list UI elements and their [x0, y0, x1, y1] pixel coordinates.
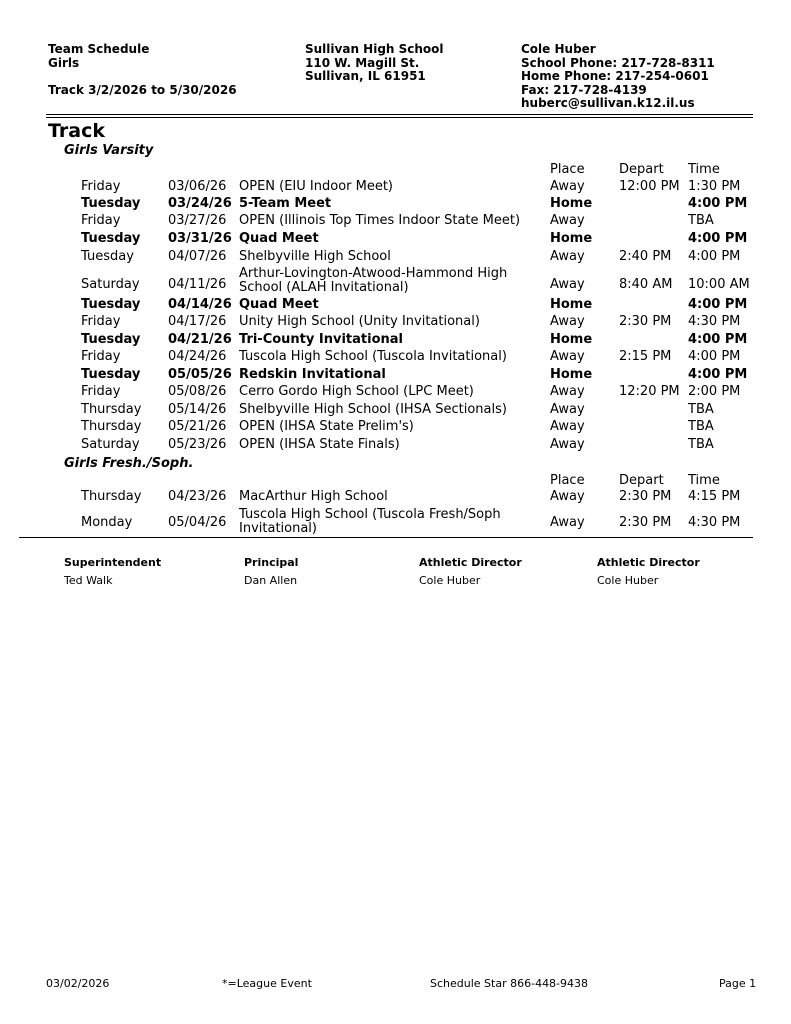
schedule-end-divider — [19, 537, 753, 538]
event-day: Thursday — [81, 419, 142, 434]
event-date: 03/24/26 — [168, 196, 232, 211]
contact-home-phone: Home Phone: 217-254-0601 — [521, 69, 709, 83]
event-place: Home — [550, 297, 593, 312]
schedule-row — [0, 298, 791, 315]
event-depart: 2:30 PM — [619, 489, 672, 504]
event-place: Away — [550, 249, 585, 264]
event-depart: 8:40 AM — [619, 277, 673, 292]
event-depart: 2:30 PM — [619, 314, 672, 329]
event-opponent: Unity High School (Unity Invitational) — [239, 314, 480, 329]
event-day: Friday — [81, 384, 121, 399]
event-place: Home — [550, 367, 593, 382]
event-date: 05/23/26 — [168, 437, 227, 452]
event-day: Monday — [81, 515, 133, 530]
event-opponent: Shelbyville High School — [239, 249, 391, 264]
event-day: Friday — [81, 213, 121, 228]
schedule-row — [0, 232, 791, 249]
event-time: 4:30 PM — [688, 314, 741, 329]
schedule-row — [0, 197, 791, 214]
footer-page-number: Page 1 — [719, 977, 757, 990]
column-header-place: Place — [550, 162, 585, 177]
event-date: 03/06/26 — [168, 179, 227, 194]
event-opponent: Arthur-Lovington-Atwood-Hammond High School (ALAH Invitational) — [239, 266, 508, 295]
event-day: Friday — [81, 314, 121, 329]
event-place: Away — [550, 419, 585, 434]
schedule-row — [0, 250, 791, 267]
event-day: Tuesday — [81, 297, 141, 312]
event-depart: 2:15 PM — [619, 349, 672, 364]
event-day: Tuesday — [81, 332, 141, 347]
signature-name: Ted Walk — [64, 574, 113, 587]
contact-fax: Fax: 217-728-4139 — [521, 82, 647, 97]
header-title-block — [48, 43, 237, 97]
event-opponent: Tuscola High School (Tuscola Fresh/Soph Invitational) — [239, 507, 501, 536]
event-date: 04/14/26 — [168, 297, 232, 312]
schedule-row — [0, 403, 791, 420]
signature-name: Cole Huber — [419, 574, 481, 587]
event-depart: 12:00 PM — [619, 179, 680, 194]
event-opponent: Quad Meet — [239, 297, 319, 312]
event-opponent: OPEN (IHSA State Finals) — [239, 437, 400, 452]
event-opponent: Shelbyville High School (IHSA Sectionals) — [239, 402, 507, 417]
schedule-row — [0, 490, 791, 507]
event-opponent: Redskin Invitational — [239, 367, 386, 382]
header-title: Team Schedule — [48, 42, 150, 56]
event-date: 04/24/26 — [168, 349, 227, 364]
section-title: Girls Fresh./Soph. — [64, 456, 194, 471]
header-contact-block — [521, 43, 715, 111]
event-time: 1:30 PM — [688, 179, 741, 194]
event-place: Home — [550, 332, 593, 347]
signature-title: Principal — [244, 556, 299, 569]
event-depart: 2:40 PM — [619, 249, 672, 264]
event-day: Friday — [81, 349, 121, 364]
event-opponent: Tuscola High School (Tuscola Invitational) — [239, 349, 507, 364]
sport-title: Track — [48, 120, 105, 142]
event-time: TBA — [688, 419, 714, 434]
schedule-row — [0, 368, 791, 385]
event-time: 4:00 PM — [688, 332, 748, 347]
event-time: 4:00 PM — [688, 297, 748, 312]
section-title: Girls Varsity — [64, 143, 154, 158]
event-date: 04/21/26 — [168, 332, 232, 347]
header-divider-bottom — [46, 117, 753, 118]
signature-title: Athletic Director — [419, 556, 522, 569]
event-time: 2:00 PM — [688, 384, 741, 399]
footer-vendor: Schedule Star 866-448-9438 — [430, 977, 589, 990]
event-place: Home — [550, 196, 593, 211]
event-opponent: OPEN (IHSA State Prelim's) — [239, 419, 414, 434]
signature-athletic-director-2 — [597, 556, 700, 587]
event-place: Away — [550, 437, 585, 452]
schedule-row — [0, 508, 791, 538]
event-place: Away — [550, 349, 585, 364]
event-place: Away — [550, 489, 585, 504]
event-opponent: 5-Team Meet — [239, 196, 332, 211]
event-day: Tuesday — [81, 231, 141, 246]
event-date: 05/04/26 — [168, 515, 227, 530]
footer-print-date: 03/02/2026 — [46, 977, 110, 990]
signature-name: Cole Huber — [597, 574, 659, 587]
header-school-block — [305, 43, 444, 84]
school-street: 110 W. Magill St. — [305, 55, 420, 70]
event-place: Away — [550, 213, 585, 228]
event-place: Away — [550, 402, 585, 417]
column-header-time: Time — [688, 473, 720, 488]
event-date: 04/23/26 — [168, 489, 227, 504]
event-day: Tuesday — [81, 249, 134, 264]
event-opponent: OPEN (EIU Indoor Meet) — [239, 179, 394, 194]
event-opponent: Quad Meet — [239, 231, 319, 246]
school-name: Sullivan High School — [305, 42, 444, 56]
event-time: 4:15 PM — [688, 489, 741, 504]
event-day: Tuesday — [81, 196, 141, 211]
event-time: TBA — [688, 402, 714, 417]
schedule-row — [0, 315, 791, 332]
event-time: 4:00 PM — [688, 367, 748, 382]
schedule-row — [0, 385, 791, 402]
event-date: 05/14/26 — [168, 402, 227, 417]
school-city: Sullivan, IL 61951 — [305, 69, 426, 83]
event-place: Home — [550, 231, 593, 246]
event-date: 05/21/26 — [168, 419, 227, 434]
event-date: 05/08/26 — [168, 384, 227, 399]
signature-name: Dan Allen — [244, 574, 298, 587]
schedule-row — [0, 180, 791, 197]
event-place: Away — [550, 515, 585, 530]
schedule-row — [0, 420, 791, 437]
header-spacer — [48, 70, 237, 84]
event-time: 4:00 PM — [688, 196, 748, 211]
event-depart: 2:30 PM — [619, 515, 672, 530]
event-date: 04/17/26 — [168, 314, 227, 329]
contact-school-phone: School Phone: 217-728-8311 — [521, 55, 715, 70]
event-time: TBA — [688, 437, 714, 452]
event-opponent: Tri-County Invitational — [239, 332, 403, 347]
event-place: Away — [550, 384, 585, 399]
event-opponent: Cerro Gordo High School (LPC Meet) — [239, 384, 474, 399]
event-day: Saturday — [81, 277, 140, 292]
schedule-row — [0, 214, 791, 231]
event-opponent: MacArthur High School — [239, 489, 388, 504]
header-gender: Girls — [48, 55, 80, 70]
event-place: Away — [550, 277, 585, 292]
header-divider-top — [46, 114, 753, 115]
column-header-time: Time — [688, 162, 720, 177]
event-place: Away — [550, 179, 585, 194]
schedule-row — [0, 333, 791, 350]
footer-legend: *=League Event — [222, 977, 312, 990]
event-time: 4:00 PM — [688, 249, 741, 264]
signature-principal — [244, 556, 298, 587]
event-day: Thursday — [81, 402, 142, 417]
event-day: Thursday — [81, 489, 142, 504]
contact-name: Cole Huber — [521, 42, 596, 56]
header-date-range: Track 3/2/2026 to 5/30/2026 — [48, 82, 237, 97]
signature-title: Superintendent — [64, 556, 162, 569]
column-header-depart: Depart — [619, 162, 664, 177]
event-day: Tuesday — [81, 367, 141, 382]
event-time: TBA — [688, 213, 714, 228]
event-time: 4:00 PM — [688, 231, 748, 246]
column-header-depart: Depart — [619, 473, 664, 488]
event-date: 03/31/26 — [168, 231, 232, 246]
event-time: 4:00 PM — [688, 349, 741, 364]
schedule-row — [0, 438, 791, 455]
event-place: Away — [550, 314, 585, 329]
signature-title: Athletic Director — [597, 556, 700, 569]
event-date: 04/07/26 — [168, 249, 227, 264]
event-date: 05/05/26 — [168, 367, 232, 382]
event-date: 04/11/26 — [168, 277, 227, 292]
event-day: Friday — [81, 179, 121, 194]
signature-athletic-director — [419, 556, 522, 587]
event-date: 03/27/26 — [168, 213, 227, 228]
event-opponent: OPEN (Illinois Top Times Indoor State Meet) — [239, 213, 521, 228]
event-time: 10:00 AM — [688, 277, 750, 292]
contact-email[interactable]: huberc@sullivan.k12.il.us — [521, 96, 695, 110]
event-depart: 12:20 PM — [619, 384, 680, 399]
event-time: 4:30 PM — [688, 515, 741, 530]
signature-superintendent — [64, 556, 161, 587]
event-day: Saturday — [81, 437, 140, 452]
column-header-place: Place — [550, 473, 585, 488]
schedule-row — [0, 350, 791, 367]
